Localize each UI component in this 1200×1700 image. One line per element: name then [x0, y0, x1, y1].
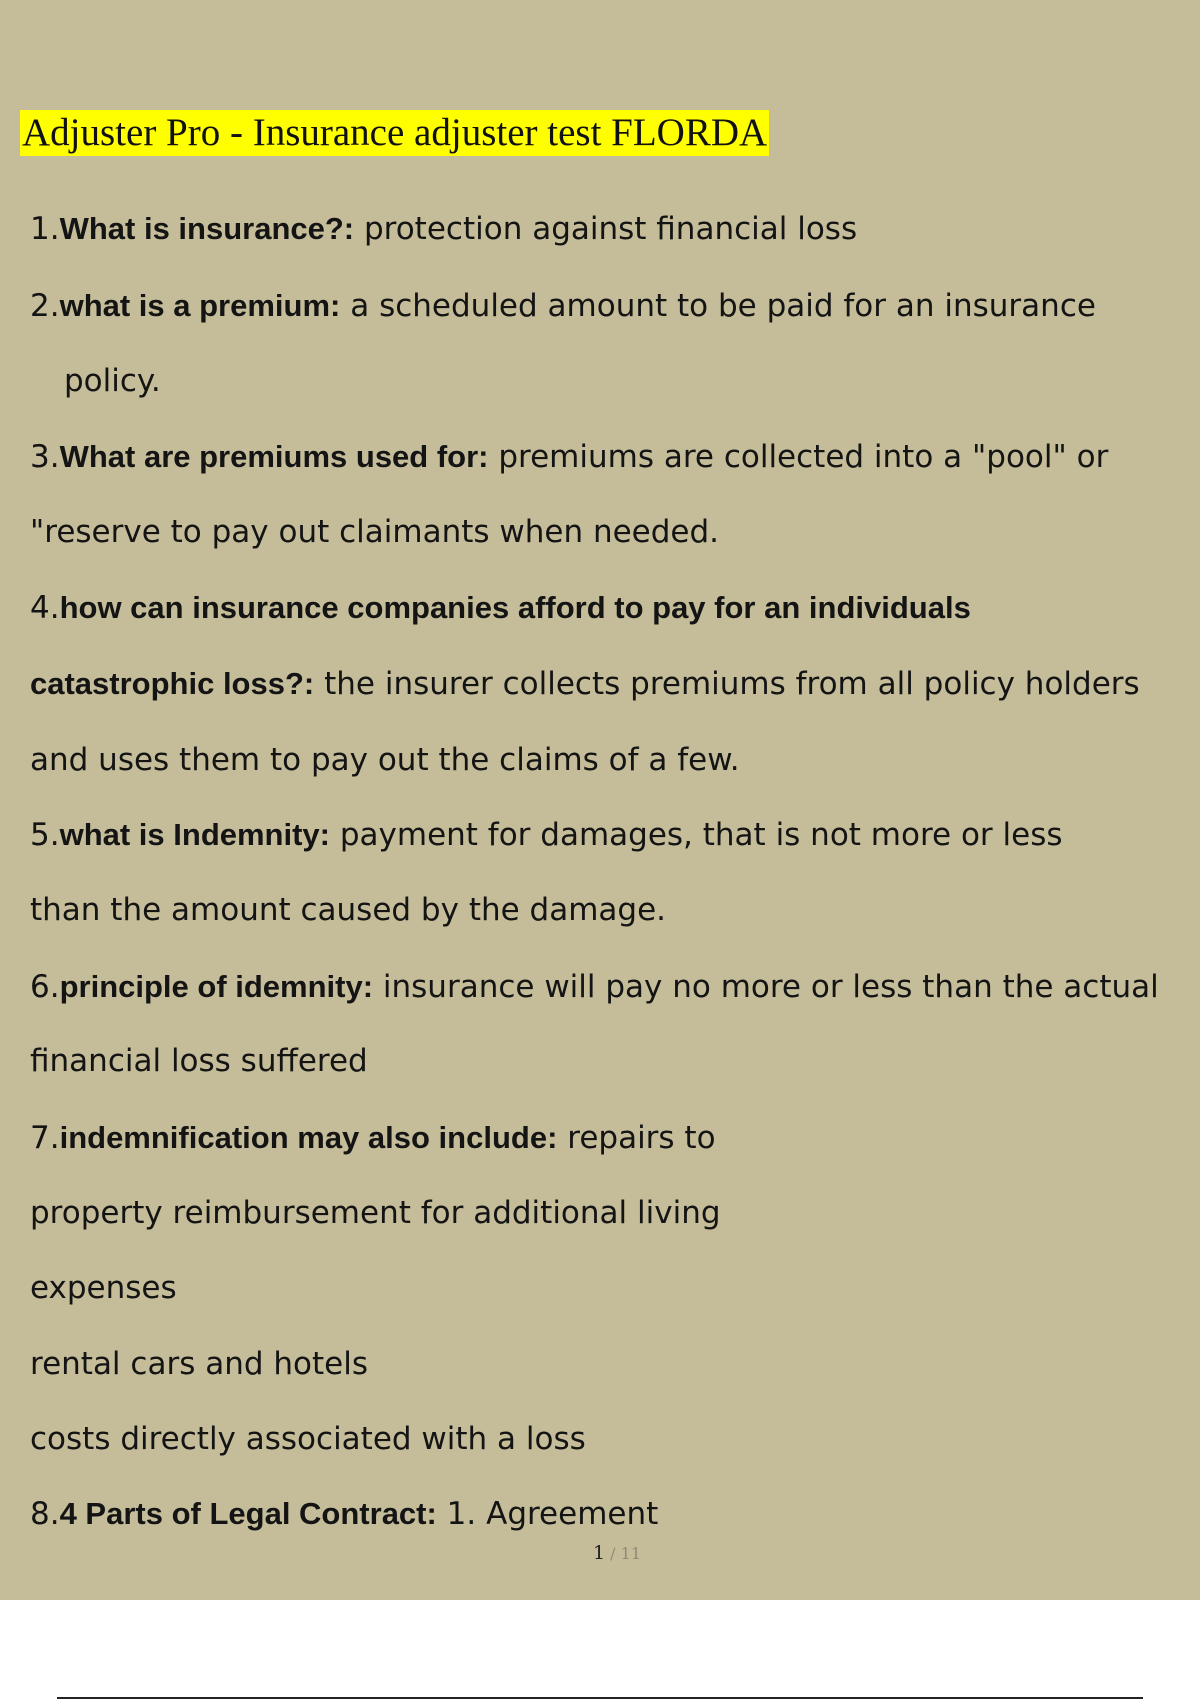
item-answer-continuation: the insurer collects premiums from all policy holders — [314, 666, 1140, 702]
item-number: 3. — [30, 439, 60, 475]
list-item — [30, 1120, 716, 1156]
item-answer: protection against financial loss — [354, 211, 858, 247]
item-answer: insurance will pay no more or less than the actual — [373, 969, 1159, 1005]
item-number: 1. — [30, 211, 60, 247]
item-number: 7. — [30, 1120, 60, 1156]
item-continuation: "reserve to pay out claimants when needed. — [30, 514, 720, 550]
item-continuation: expenses — [30, 1270, 177, 1306]
item-question: indemnification may also include: — [59, 1120, 558, 1155]
item-number: 6. — [30, 969, 60, 1005]
item-answer: premiums are collected into a "pool" or — [488, 439, 1109, 475]
item-continuation: and uses them to pay out the claims of a few. — [30, 742, 740, 778]
item-continuation: policy. — [64, 363, 161, 399]
item-question: 4 Parts of Legal Contract: — [59, 1496, 437, 1531]
item-question: principle of idemnity: — [59, 969, 374, 1004]
list-item — [30, 969, 1159, 1005]
list-item — [30, 211, 857, 247]
list-item — [30, 817, 1063, 853]
item-question: what is a premium: — [59, 288, 341, 323]
item-number: 2. — [30, 288, 60, 324]
item-continuation: property reimbursement for additional living — [30, 1195, 721, 1231]
page-total: / 11 — [605, 1544, 641, 1563]
document-title: Adjuster Pro - Insurance adjuster test FLORDA — [22, 111, 768, 154]
item-continuation: rental cars and hotels — [30, 1346, 368, 1382]
item-continuation — [30, 666, 1140, 702]
item-question: What are premiums used for: — [59, 439, 489, 474]
item-continuation: financial loss suffered — [30, 1043, 368, 1079]
list-item — [30, 288, 1096, 324]
item-continuation: than the amount caused by the damage. — [30, 892, 667, 928]
item-continuation: costs directly associated with a loss — [30, 1421, 586, 1457]
item-answer: a scheduled amount to be paid for an insurance — [340, 288, 1096, 324]
item-question-continuation: catastrophic loss?: — [30, 666, 315, 701]
item-answer: repairs to — [557, 1120, 716, 1156]
page-number — [0, 1542, 1200, 1564]
page-current: 1 — [592, 1542, 606, 1564]
list-item — [30, 590, 971, 626]
item-answer: payment for damages, that is not more or less — [330, 817, 1063, 853]
item-question: how can insurance companies afford to pay for an individuals — [59, 590, 971, 625]
item-question: what is Indemnity: — [59, 817, 330, 852]
page-divider — [57, 1697, 1143, 1699]
item-number: 4. — [30, 590, 60, 626]
item-number: 5. — [30, 817, 60, 853]
item-number: 8. — [30, 1496, 60, 1532]
item-question: What is insurance?: — [59, 211, 355, 246]
list-item — [30, 439, 1108, 475]
list-item — [30, 1496, 658, 1532]
item-answer: 1. Agreement — [436, 1496, 659, 1532]
